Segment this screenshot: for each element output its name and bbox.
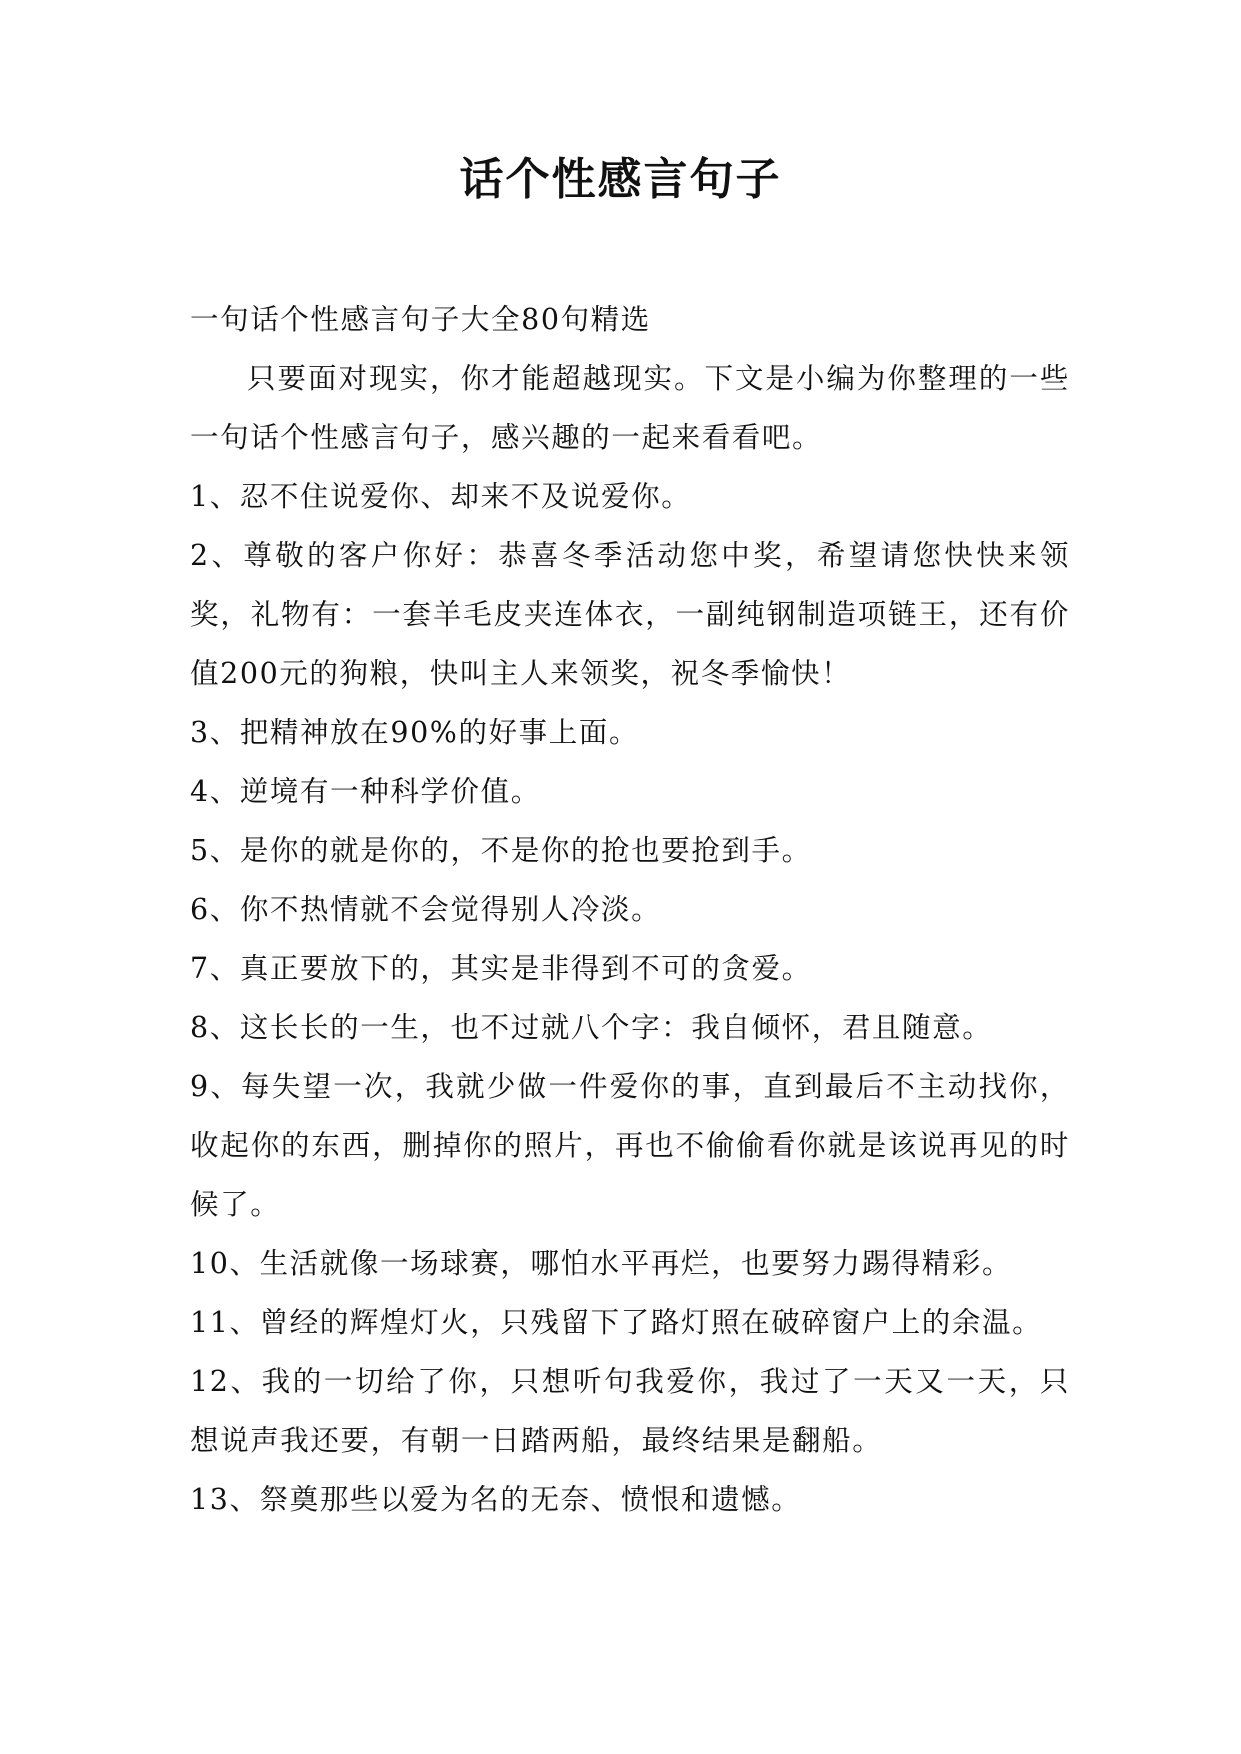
quote-item-7: 7、真正要放下的，其实是非得到不可的贪爱。 [190, 952, 812, 985]
quote-item-4: 4、逆境有一种科学价值。 [190, 775, 541, 808]
quote-item-8: 8、这长长的一生，也不过就八个字：我自倾怀，君且随意。 [190, 1011, 993, 1044]
quote-item-11: 11、曾经的辉煌灯火，只残留下了路灯照在破碎窗户上的余温。 [190, 1306, 1043, 1339]
quote-item-1: 1、忍不住说爱你、却来不及说爱你。 [190, 480, 692, 513]
quote-item-3: 3、把精神放在90%的好事上面。 [190, 716, 640, 749]
quote-item-5: 5、是你的就是你的，不是你的抢也要抢到手。 [190, 834, 812, 867]
quote-item-10: 10、生活就像一场球赛，哪怕水平再烂，也要努力踢得精彩。 [190, 1247, 1013, 1280]
quote-item-9: 9、每失望一次，我就少做一件爱你的事，直到最后不主动找你，收起你的东西，删掉你的照片，再也不偷偷看你就是该说再见的时候了。 [190, 1070, 1070, 1221]
document-subtitle: 一句话个性感言句子大全80句精选 [190, 303, 651, 336]
quote-item-12: 12、我的一切给了你，只想听句我爱你，我过了一天又一天，只想说声我还要，有朝一日踏两船，最终结果是翻船。 [190, 1365, 1070, 1457]
quote-item-6: 6、你不热情就不会觉得别人冷淡。 [190, 893, 662, 926]
document-body [190, 290, 1070, 1529]
quote-item-2: 2、尊敬的客户你好：恭喜冬季活动您中奖，希望请您快快来领奖，礼物有：一套羊毛皮夹连体衣，一副纯钢制造项链王，还有价值200元的狗粮，快叫主人来领奖，祝冬季愉快！ [190, 539, 1070, 690]
intro-paragraph: 只要面对现实，你才能超越现实。下文是小编为你整理的一些一句话个性感言句子，感兴趣的一起来看看吧。 [190, 362, 1070, 454]
document-title: 话个性感言句子 [459, 154, 782, 205]
quote-item-13: 13、祭奠那些以爱为名的无奈、愤恨和遗憾。 [190, 1483, 802, 1516]
